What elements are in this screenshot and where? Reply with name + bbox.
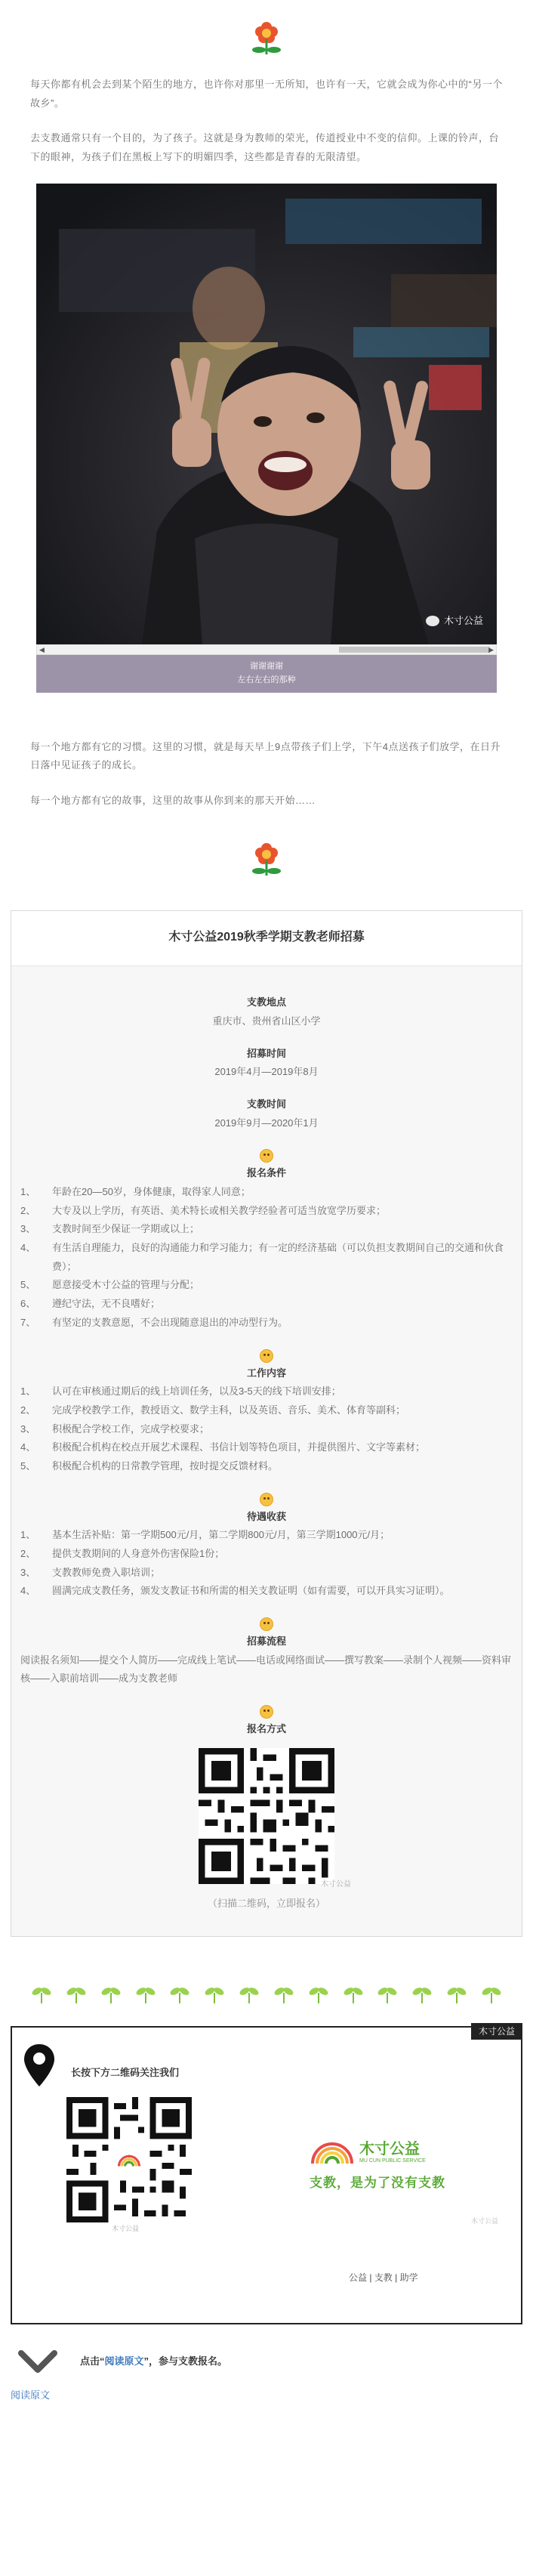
emoji-icon — [260, 1149, 273, 1163]
list-item: 5、 愿意接受木寸公益的管理与分配； — [20, 1279, 200, 1291]
flower-icon — [247, 838, 286, 880]
emoji-icon — [260, 1705, 273, 1719]
flower-divider-middle — [0, 838, 533, 880]
apply-qr-code[interactable] — [199, 1748, 351, 1889]
recruit-time-value: 2019年4月—2019年8月 — [214, 1066, 319, 1078]
list-item: 1、 基本生活补贴：第一学期500元/月，第二学期800元/月，第三学期1000元/月； — [20, 1529, 390, 1541]
list-item: 2、 大专及以上学历，有英语、美术特长或相关教学经验者可适当放宽学历要求； — [20, 1204, 387, 1216]
sprout-icon — [273, 1982, 295, 2005]
list-item: 6、 遵纪守法，无不良嗜好； — [20, 1298, 161, 1310]
sprout-icon — [100, 1982, 122, 2005]
chevron-down-icon — [17, 2347, 59, 2377]
list-item: 1、 认可在审核通过期后的线上培训任务，以及3-5天的线下培训安排； — [20, 1385, 341, 1398]
slogan: 支教，是为了没有支教 — [310, 2175, 445, 2191]
flower-icon — [247, 17, 286, 59]
benefits-list — [20, 1526, 513, 1601]
recruit-time-heading: 招募时间 — [246, 1047, 286, 1059]
sprout-icon — [65, 1982, 88, 2005]
cta-suffix: ”，参与支教报名。 — [143, 2355, 228, 2368]
photo-scrollbar[interactable] — [36, 644, 497, 655]
logo-name: 木寸公益 — [359, 2141, 420, 2158]
requirements-heading: 报名条件 — [246, 1167, 286, 1179]
caption-line-2: 左右左右的那种 — [237, 675, 296, 684]
sprout-icon — [445, 1982, 468, 2005]
services-text: 公益 | 支教 | 助学 — [349, 2272, 418, 2283]
photo-watermark — [426, 612, 483, 631]
emoji-icon — [260, 1349, 273, 1363]
qr-code-icon — [199, 1748, 334, 1884]
list-item: 2、 提供支教期间的人身意外伤害保险1份； — [20, 1548, 225, 1560]
process-text: 阅读报名须知——提交个人简历——完成线上笔试——电话或网络面试——撰写教案——录制个人视频——资料审核——入职前培训——成为支教老师 — [20, 1654, 512, 1685]
list-item: 5、 积极配合机构的日常教学管理，按时提交反馈材料。 — [20, 1459, 279, 1472]
promo-tag: 木寸公益 — [471, 2023, 522, 2040]
sprout-icon — [342, 1982, 365, 2005]
intro-paragraph-2: 去支教通常只有一个目的，为了孩子。这就是身为教师的荣光，传道授业中不变的信仰。上课的铃声，台下的眼神，为孩子们在黑板上写下的明媚四季，这些都是青春的无限清望。 — [30, 132, 500, 163]
teach-time-value: 2019年9月—2020年1月 — [214, 1117, 319, 1129]
requirements-list — [20, 1183, 513, 1333]
intro-section — [0, 76, 533, 167]
list-item: 3、 支教教师免费入职培训； — [20, 1566, 161, 1578]
qr-code-icon — [66, 2097, 192, 2222]
emoji-icon — [260, 1617, 273, 1631]
qr-caption: （扫描二维码，立即报名） — [207, 1897, 325, 1909]
apply-heading: 报名方式 — [246, 1723, 286, 1735]
middle-section — [0, 738, 533, 811]
children-photo — [36, 184, 497, 644]
footer-cta — [17, 2347, 533, 2377]
list-item: 7、 有坚定的支教意愿，不会出现随意退出的冲动型行为。 — [20, 1316, 288, 1328]
sprout-icon — [30, 1982, 53, 2005]
list-item: 3、 积极配合学校工作，完成学校要求； — [20, 1422, 210, 1435]
small-watermark: 木寸公益 — [470, 2216, 498, 2225]
location-pin-icon — [23, 2043, 56, 2090]
sprout-icon — [203, 1982, 226, 2005]
work-heading: 工作内容 — [246, 1367, 286, 1379]
card-body — [11, 966, 522, 1935]
scroll-right-icon[interactable]: ▶ — [488, 645, 494, 653]
scroll-left-icon[interactable]: ◀ — [39, 645, 45, 653]
brand-logo — [310, 2139, 461, 2195]
apply-qr-wrapper — [20, 1748, 513, 1889]
sprout-icon — [376, 1982, 399, 2005]
sprout-icon — [238, 1982, 260, 2005]
card-title: 木寸公益2019秋季学期支教老师招募 — [11, 911, 522, 966]
sprout-icon — [134, 1982, 157, 2005]
intro-paragraph-1: 每天你都有机会去到某个陌生的地方，也许你对那里一无所知，也许有一天，它就会成为你心中的“另一个故乡”。 — [30, 79, 503, 109]
cta-prefix: 点击“ — [80, 2355, 105, 2368]
promo-section — [11, 2026, 522, 2324]
promo-box — [11, 2026, 522, 2324]
emoji-icon — [260, 1493, 273, 1506]
sprout-icon — [307, 1982, 330, 2005]
photo-watermark-text: 木寸公益 — [443, 615, 483, 627]
follow-text: 长按下方二维码关注我们 — [71, 2066, 180, 2078]
work-list — [20, 1382, 513, 1475]
location-heading: 支教地点 — [246, 996, 286, 1008]
process-heading: 招募流程 — [246, 1635, 286, 1648]
children-photo-illustration — [36, 184, 497, 644]
middle-paragraph-2: 每一个地方都有它的故事，这里的故事从你到来的那天开始…… — [30, 795, 316, 807]
read-more-link[interactable]: 阅读原文 — [11, 2389, 51, 2401]
photo-block — [36, 184, 497, 693]
sprout-icon — [480, 1982, 503, 2005]
cta-link[interactable]: 阅读原文 — [104, 2355, 144, 2368]
flower-divider-top — [0, 17, 533, 59]
sprout-icon — [168, 1982, 191, 2005]
list-item: 4、 有生活自理能力，良好的沟通能力和学习能力；有一定的经济基础（可以负担支教期间自己的交通和伙食费）； — [20, 1242, 504, 1272]
photo-caption — [36, 655, 497, 693]
recruitment-card — [11, 910, 522, 1937]
list-item: 3、 支教时间至少保证一学期或以上； — [20, 1223, 200, 1235]
list-item: 2、 完成学校教学工作，教授语文、数学主科，以及英语、音乐、美术、体育等副科； — [20, 1404, 406, 1416]
sprout-icon — [411, 1982, 433, 2005]
teach-time-heading: 支教时间 — [246, 1098, 286, 1110]
follow-qr-watermark: 木寸公益 — [112, 2225, 140, 2233]
caption-line-1: 谢谢谢谢 — [250, 662, 283, 672]
list-item: 4、 积极配合机构在校点开展艺术课程、书信计划等特色项目，并提供图片、文字等素材； — [20, 1441, 426, 1453]
benefits-heading: 待遇收获 — [246, 1510, 286, 1522]
logo-subtitle: MU CUN PUBLIC SERVICE — [359, 2158, 426, 2164]
list-item: 4、 圆满完成支教任务，颁发支教证书和所需的相关支教证明（如有需要，可以开具实习证明）。 — [20, 1585, 450, 1597]
wechat-icon — [426, 616, 439, 626]
list-item: 1、 年龄在20—50岁，身体健康，取得家人同意； — [20, 1186, 251, 1198]
location-value: 重庆市、贵州省山区小学 — [212, 1015, 321, 1027]
rainbow-logo-icon — [310, 2139, 355, 2167]
sprout-divider — [30, 1982, 503, 2012]
cta-text — [80, 2352, 227, 2371]
qr-watermark: 木寸公益 — [321, 1879, 351, 1889]
middle-paragraph-1: 每一个地方都有它的习惯。这里的习惯，就是每天早上9点带孩子们上学，下午4点送孩子们放学，在日升日落中见证孩子的成长。 — [30, 740, 501, 771]
scroll-thumb[interactable] — [339, 647, 490, 653]
follow-qr-code[interactable] — [66, 2097, 192, 2233]
